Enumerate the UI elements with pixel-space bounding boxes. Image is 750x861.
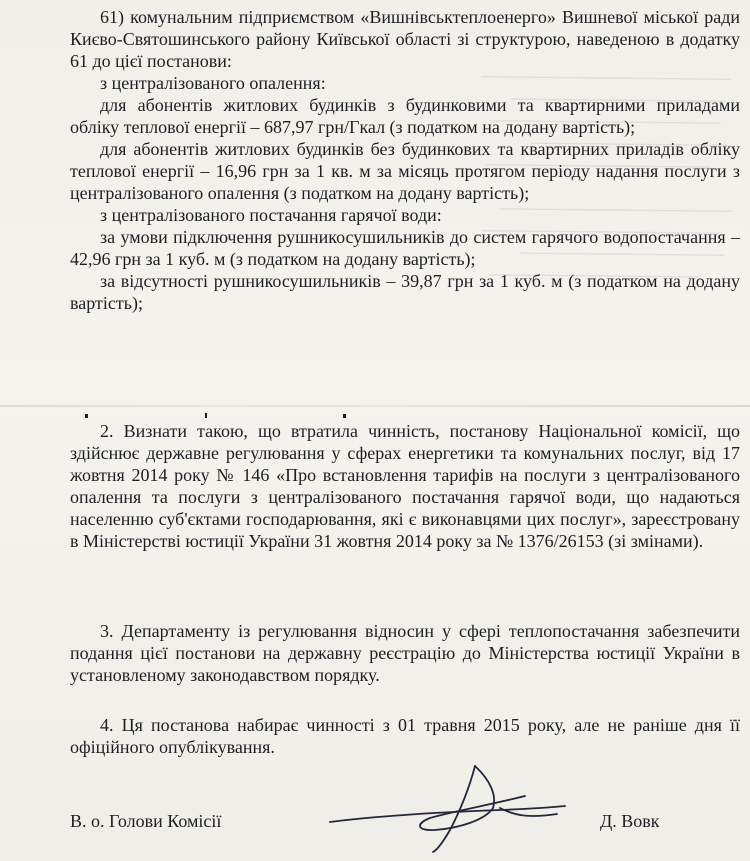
clause-3 bbox=[70, 620, 740, 686]
clause-2 bbox=[70, 420, 740, 552]
hot-water-without-dryers: за відсутності рушникосушильників – 39,87 грн за 1 куб. м (з податком на додану вартість); bbox=[70, 271, 740, 313]
item-61-section bbox=[70, 6, 740, 314]
clause-2-text: 2. Визнати такою, що втратила чинність, постанову Національної комісії, що здійснює державне регулювання у сферах енергетики та комунальних послуг, від 17 жовтня 2014 року № 146 «Про встановлення тарифів на послуги з централізованого опалення та послуги з централізованого постачання гарячої води, що надаються населенню суб'єктами господарювання, які є виконавцями цих послуг», зареєстровану в Міністерстві юстиції України 31 жовтня 2014 року за № 1376/26153 (зі змінами). bbox=[70, 421, 740, 551]
item-61-intro: 61) комунальним підприємством «Вишнівськтеплоенерго» Вишневої міської ради Києво-Святошинського району Київської області зі структурою, наведеною в додатку 61 до цієї постанови: bbox=[70, 7, 740, 71]
heating-with-meters: для абонентів житлових будинків з будинковими та квартирними приладами обліку теплової енергії – 687,97 грн/Гкал (з податком на додану вартість); bbox=[70, 95, 740, 137]
heating-without-meters: для абонентів житлових будинків без будинкових та квартирних приладів обліку теплової енергії – 16,96 грн за 1 кв. м за місяць протягом періоду надання послуги з централізованого опалення (з податком на додану вартість); bbox=[70, 139, 740, 203]
page-fold-line bbox=[0, 405, 750, 407]
clause-3-text: 3. Департаменту із регулювання відносин у сфері теплопостачання забезпечити подання цієї постанови на державну реєстрацію до Міністерства юстиції України в установленому законодавством порядку. bbox=[70, 621, 740, 685]
heating-header: з централізованого опалення: bbox=[100, 73, 326, 93]
signatory-name: Д. Вовк bbox=[600, 811, 660, 831]
clause-4-text: 4. Ця постанова набирає чинності з 01 травня 2015 року, але не раніше дня її офіційного опублікування. bbox=[70, 715, 740, 757]
signatory-title: В. о. Голови Комісії bbox=[70, 811, 222, 831]
cut-off-text-marks bbox=[75, 412, 375, 420]
hot-water-header: з централізованого постачання гарячої води: bbox=[100, 205, 442, 225]
handwritten-signature bbox=[325, 760, 575, 855]
clause-4 bbox=[70, 714, 740, 758]
hot-water-with-dryers: за умови підключення рушникосушильників до систем гарячого водопостачання – 42,96 грн за 1 куб. м (з податком на додану вартість); bbox=[70, 227, 740, 269]
